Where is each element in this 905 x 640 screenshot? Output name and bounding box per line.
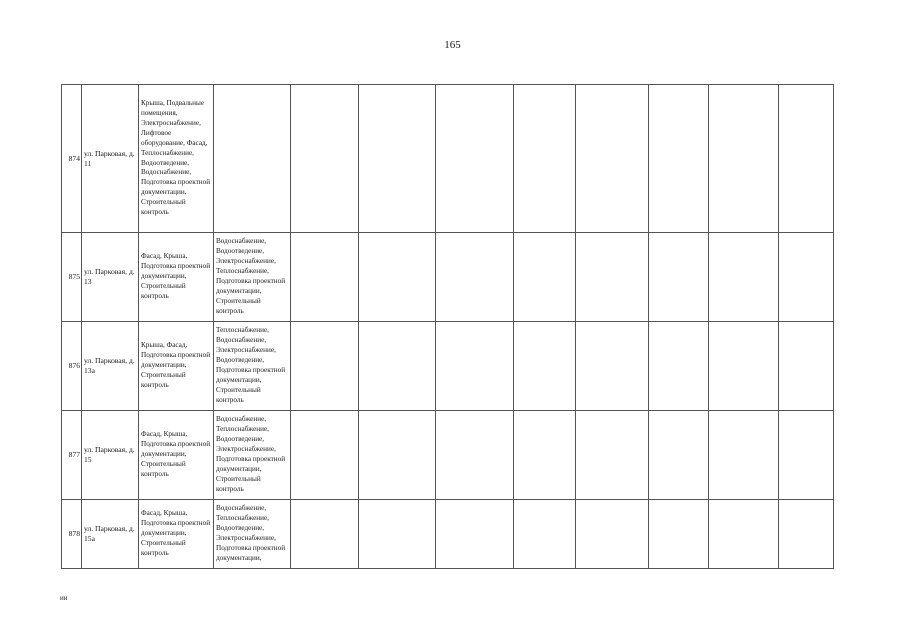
empty-cell [779, 500, 834, 569]
empty-cell [514, 411, 576, 500]
empty-cell [359, 322, 436, 411]
row-address: ул. Парковая, д. 11 [82, 85, 139, 233]
table-row [62, 500, 834, 569]
repair-schedule-table [61, 84, 834, 569]
empty-cell [436, 500, 514, 569]
footer-note: ии [60, 594, 68, 602]
empty-cell [436, 411, 514, 500]
empty-cell [649, 85, 709, 233]
empty-cell [709, 500, 779, 569]
empty-cell [649, 411, 709, 500]
empty-cell [709, 411, 779, 500]
table-row [62, 322, 834, 411]
empty-cell [514, 85, 576, 233]
empty-cell [649, 233, 709, 322]
empty-cell [359, 233, 436, 322]
empty-cell [576, 500, 649, 569]
table-row [62, 233, 834, 322]
empty-cell [576, 322, 649, 411]
empty-cell [779, 411, 834, 500]
empty-cell [709, 85, 779, 233]
empty-cell [291, 85, 359, 233]
page-number: 165 [444, 39, 461, 51]
empty-cell [514, 233, 576, 322]
empty-cell [514, 322, 576, 411]
empty-cell [709, 233, 779, 322]
row-works-a: Фасад, Крыша, Подготовка проектной документации, Строительный контроль [139, 500, 214, 569]
empty-cell [436, 233, 514, 322]
row-number: 874 [62, 85, 82, 233]
row-works-a: Крыша, Подвальные помещения, Электроснабжение, Лифтовое оборудование, Фасад, Теплоснабжение, Водоотведение, Водоснабжение, Подготовка проектной документации, Строительный контроль [139, 85, 214, 233]
row-works-a: Фасад, Крыша, Подготовка проектной документации, Строительный контроль [139, 411, 214, 500]
empty-cell [359, 411, 436, 500]
empty-cell [709, 322, 779, 411]
row-works-b [214, 85, 291, 233]
row-address: ул. Парковая, д. 13а [82, 322, 139, 411]
row-address: ул. Парковая, д. 15 [82, 411, 139, 500]
empty-cell [359, 85, 436, 233]
empty-cell [779, 233, 834, 322]
row-works-a: Фасад, Крыша, Подготовка проектной документации, Строительный контроль [139, 233, 214, 322]
row-works-b: Водоснабжение, Теплоснабжение, Водоотведение, Электроснабжение, Подготовка проектной документации, [214, 500, 291, 569]
row-works-b: Теплоснабжение, Водоснабжение, Электроснабжение, Водоотведение, Подготовка проектной документации, Строительный контроль [214, 322, 291, 411]
row-works-b: Водоснабжение, Водоотведение, Электроснабжение, Теплоснабжение, Подготовка проектной документации, Строительный контроль [214, 233, 291, 322]
empty-cell [779, 322, 834, 411]
empty-cell [291, 500, 359, 569]
empty-cell [359, 500, 436, 569]
row-works-b: Водоснабжение, Теплоснабжение, Водоотведение, Электроснабжение, Подготовка проектной документации, Строительный контроль [214, 411, 291, 500]
row-number: 878 [62, 500, 82, 569]
table-row [62, 411, 834, 500]
row-works-a: Крыша, Фасад, Подготовка проектной документации, Строительный контроль [139, 322, 214, 411]
empty-cell [576, 233, 649, 322]
row-number: 877 [62, 411, 82, 500]
empty-cell [649, 322, 709, 411]
table-row [62, 85, 834, 233]
empty-cell [649, 500, 709, 569]
empty-cell [291, 322, 359, 411]
empty-cell [436, 85, 514, 233]
row-number: 876 [62, 322, 82, 411]
empty-cell [576, 411, 649, 500]
empty-cell [779, 85, 834, 233]
empty-cell [291, 411, 359, 500]
row-address: ул. Парковая, д. 15а [82, 500, 139, 569]
row-address: ул. Парковая, д. 13 [82, 233, 139, 322]
empty-cell [576, 85, 649, 233]
empty-cell [514, 500, 576, 569]
row-number: 875 [62, 233, 82, 322]
empty-cell [436, 322, 514, 411]
empty-cell [291, 233, 359, 322]
